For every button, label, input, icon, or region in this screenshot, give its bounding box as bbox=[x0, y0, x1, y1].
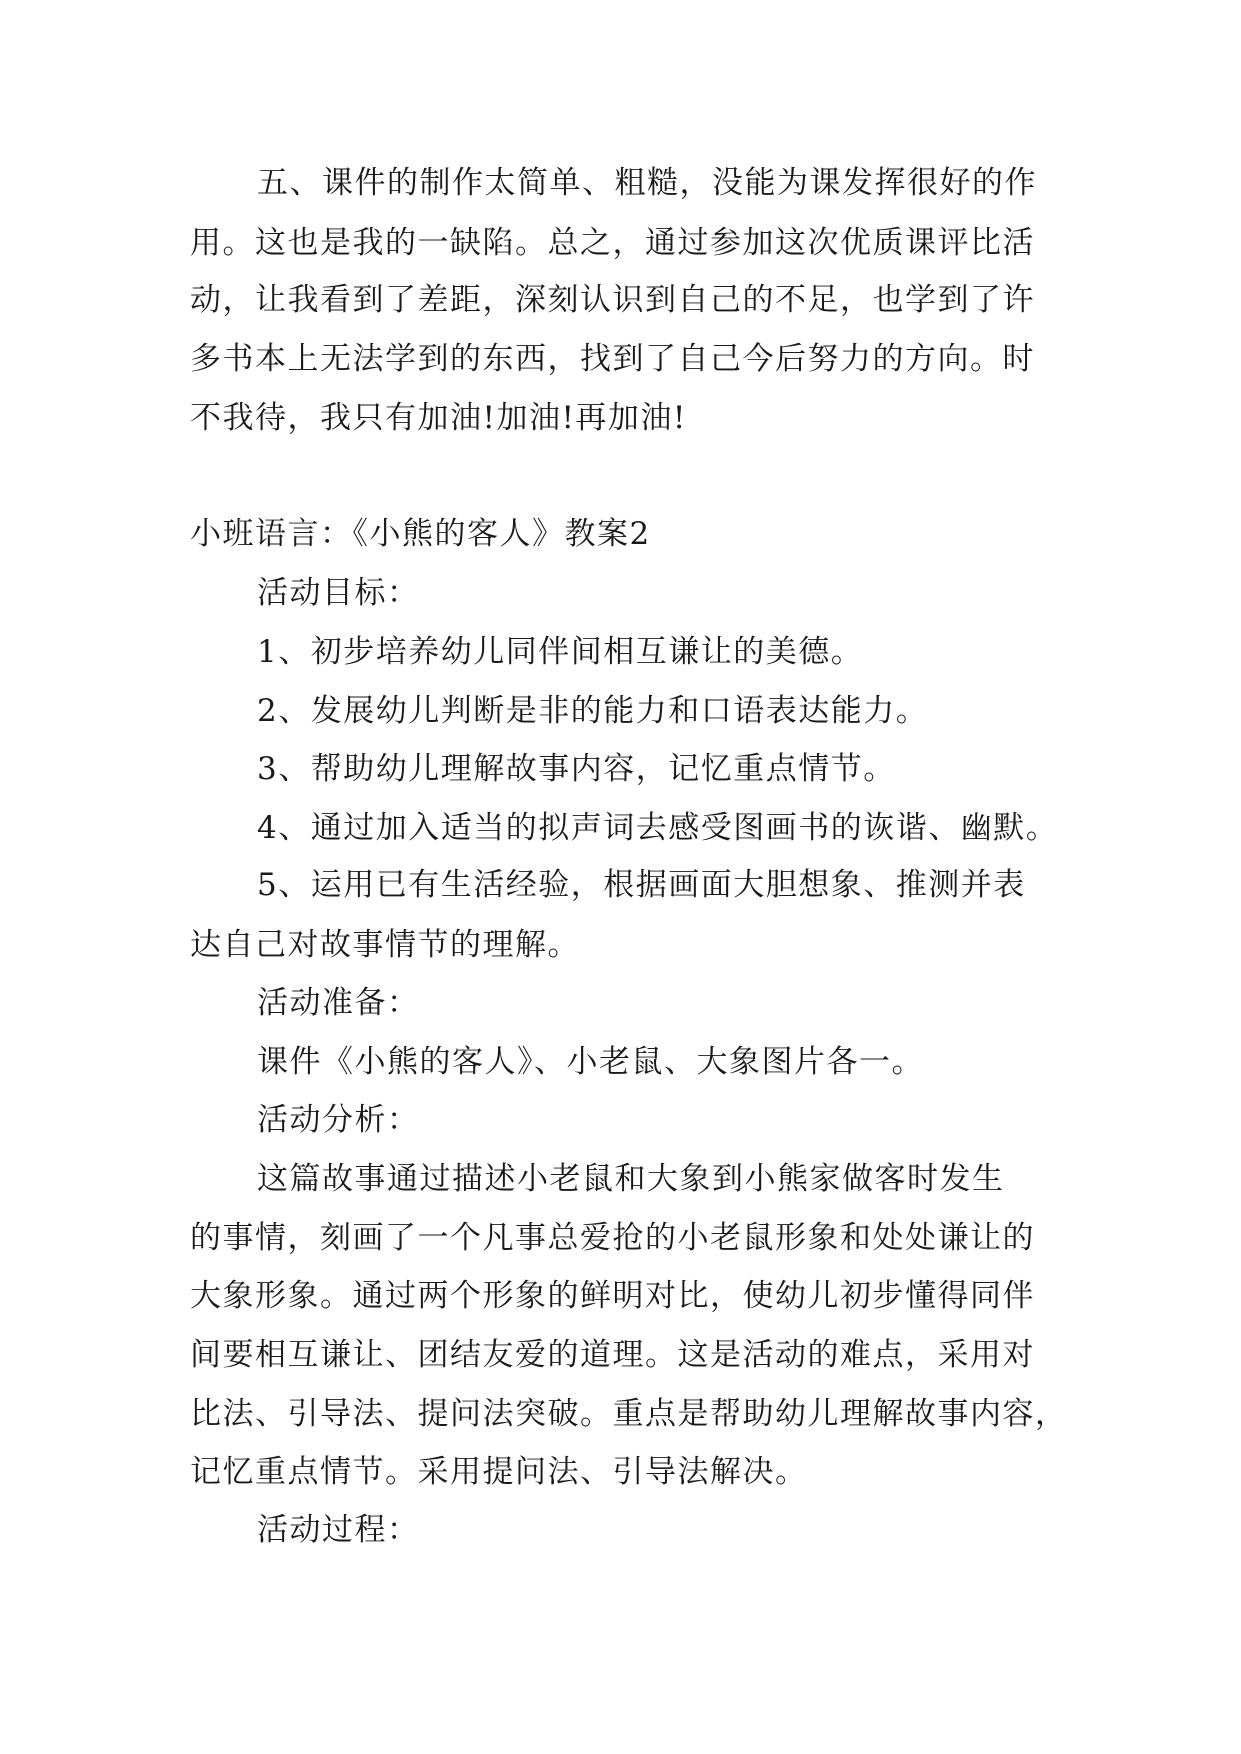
prep-text: 课件《小熊的客人》、小老鼠、大象图片各一。 bbox=[257, 1044, 924, 1080]
analysis-line: 比法、引导法、提问法突破。重点是帮助幼儿理解故事内容， bbox=[190, 1396, 1068, 1432]
goal-item: 3、帮助幼儿理解故事内容，记忆重点情节。 bbox=[257, 751, 896, 787]
goal-item: 5、运用已有生活经验，根据画面大胆想象、推测并表 bbox=[257, 867, 1026, 903]
paragraph-line: 五、课件的制作太简单、粗糙，没能为课发挥很好的作 bbox=[257, 165, 1037, 201]
analysis-heading: 活动分析： bbox=[257, 1102, 420, 1138]
paragraph-line: 动，让我看到了差距，深刻认识到自己的不足，也学到了许 bbox=[190, 282, 1035, 318]
paragraph-line: 不我待，我只有加油!加油!再加油! bbox=[190, 400, 687, 436]
goal-item: 2、发展幼儿判断是非的能力和口语表达能力。 bbox=[257, 693, 929, 729]
analysis-line: 的事情，刻画了一个凡事总爱抢的小老鼠形象和处处谦让的 bbox=[190, 1220, 1035, 1256]
analysis-line: 记忆重点情节。采用提问法、引导法解决。 bbox=[190, 1454, 808, 1490]
section-title: 小班语言：《小熊的客人》教案2 bbox=[190, 516, 651, 552]
paragraph-line: 多书本上无法学到的东西，找到了自己今后努力的方向。时 bbox=[190, 341, 1035, 377]
goal-item-continued: 达自己对故事情节的理解。 bbox=[190, 927, 580, 963]
analysis-line: 间要相互谦让、团结友爱的道理。这是活动的难点，采用对 bbox=[190, 1337, 1035, 1373]
analysis-line: 这篇故事通过描述小老鼠和大象到小熊家做客时发生 bbox=[257, 1161, 1005, 1197]
goal-item: 4、通过加入适当的拟声词去感受图画书的诙谐、幽默。 bbox=[257, 810, 1059, 846]
goals-heading: 活动目标： bbox=[257, 575, 420, 611]
prep-heading: 活动准备： bbox=[257, 985, 420, 1021]
goal-item: 1、初步培养幼儿同伴间相互谦让的美德。 bbox=[257, 634, 864, 670]
paragraph-line: 用。这也是我的一缺陷。总之，通过参加这次优质课评比活 bbox=[190, 225, 1035, 261]
analysis-line: 大象形象。通过两个形象的鲜明对比，使幼儿初步懂得同伴 bbox=[190, 1278, 1035, 1314]
process-heading: 活动过程： bbox=[257, 1512, 420, 1548]
